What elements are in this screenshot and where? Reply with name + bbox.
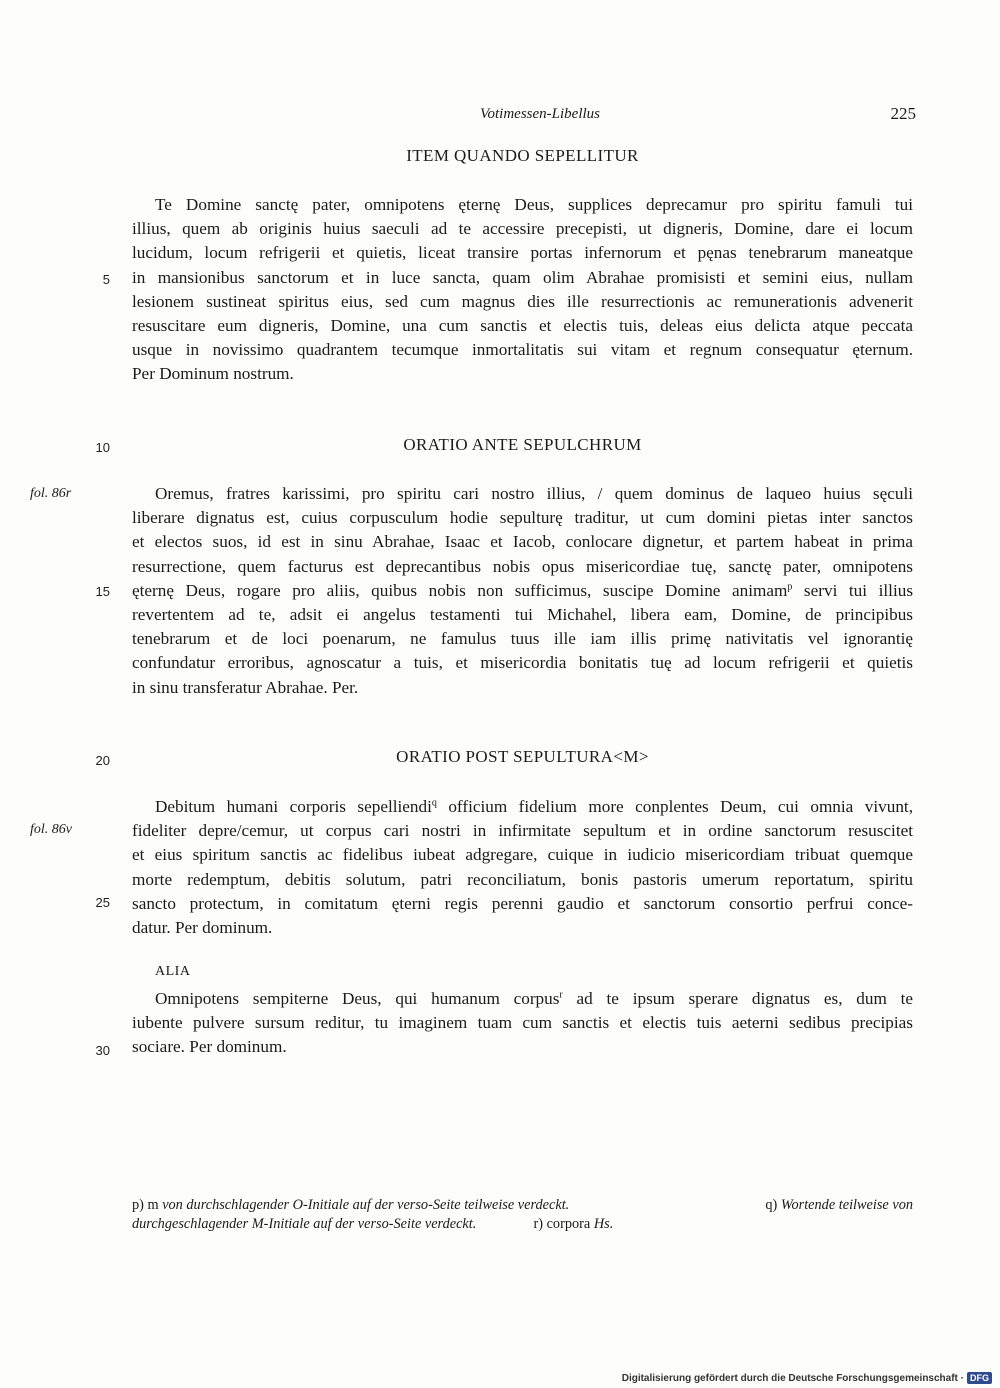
- prayer-text-1: [132, 193, 913, 387]
- text-line: in sinu transferatur Abrahae. Per.: [132, 677, 359, 697]
- line-number: 30: [95, 1043, 110, 1058]
- text-line: liberare dignatus est, cuius corpusculum hodie sepulturę traditur, ut cum domini pietas inter sanctos: [132, 508, 913, 528]
- section-heading-1: ITEM QUANDO SEPELLITUR: [406, 146, 639, 165]
- text-line: [132, 987, 913, 1011]
- text-segment: Debitum humani corporis sepelliendi: [155, 797, 432, 816]
- text-line: sociare. Per dominum.: [132, 1037, 287, 1057]
- folio-mark: fol. 86v: [30, 822, 72, 837]
- text-line: confundatur erroribus, agnoscatur a tuis, et misericordia bonitatis tuę ad locum refrigerii et quietis: [132, 653, 913, 673]
- section-heading-3: ORATIO POST SEPULTURA<M>: [396, 747, 649, 766]
- text-segment: ęternę Deus, rogare pro aliis, quibus nobis non sufficimus, suscipe Domine animam: [132, 580, 788, 600]
- text-line: et eius spiritum sanctis ac fidelibus iubeat adgregare, cuique in iudicio misericordiam tribuat quemque: [132, 845, 913, 865]
- footnote-p: [132, 1196, 569, 1215]
- text-line: et electos suos, id est in sinu Abrahae, Isaac et Iacob, conlocare dignetur, et partem habeat in prima: [132, 532, 913, 552]
- text-line: [132, 795, 913, 819]
- footnote-text: durchgeschlagender M-Initiale auf der verso-Seite verdeckt.: [132, 1216, 477, 1232]
- folio-mark: fol. 86r: [30, 486, 72, 501]
- footnote-marker-r: r: [559, 989, 563, 1001]
- footnote-marker-q: q: [431, 797, 437, 809]
- text-line: illius, quem ab originis huius saeculi ad te accessire precepisti, ut digneris, Domine, dare ei locum: [132, 219, 913, 239]
- text-line: [132, 579, 913, 603]
- text-line: lesionem sustineat spiritus eius, sed cum magnus dies ille resurrectionis ac remunerationis advenerit: [132, 291, 913, 311]
- line-number: 20: [95, 753, 110, 768]
- prayer-text-3: [132, 795, 913, 940]
- text-line: sancto protectum, in comitatum ęterni regis perenni gaudio et sanctorum consortio perfrui conce-: [132, 893, 913, 913]
- footnote-line: [132, 1196, 913, 1215]
- footnote-text: Hs.: [593, 1216, 614, 1232]
- running-title: Votimessen-Libellus: [480, 106, 600, 122]
- line-number: 5: [102, 272, 110, 287]
- footnote-marker-p: p: [787, 581, 793, 593]
- text-line: lucidum, locum refrigerii et quietis, liceat transire portas infernorum et pęnas tenebrarum maneatque: [132, 243, 913, 263]
- footnote-label: q): [765, 1197, 778, 1213]
- footnote-text: von durchschlagender O-Initiale auf der verso-Seite teilweise verdeckt.: [162, 1197, 570, 1213]
- footnote-q: [765, 1196, 913, 1215]
- page-number: 225: [890, 104, 916, 123]
- footnote-label: r) corpora: [533, 1216, 591, 1232]
- text-segment: ad te ipsum sperare dignatus es, dum te: [562, 989, 913, 1008]
- line-number: 10: [95, 440, 110, 455]
- text-line: fideliter depre/cemur, ut corpus cari nostri in infirmitate sepultum et in ordine sanctorum resuscitet: [132, 821, 913, 841]
- text-segment: servi tui illius: [792, 580, 914, 600]
- text-segment: Omnipotens sempiterne Deus, qui humanum corpus: [155, 989, 560, 1008]
- prayer-text-alia: [132, 987, 913, 1060]
- footnote-line: [132, 1215, 913, 1234]
- text-line: Per Dominum nostrum.: [132, 364, 294, 384]
- text-line: usque in novissimo quadrantem tecumque inmortalitatis sui vitam et regnum consequatur ęternum.: [132, 340, 913, 360]
- text-line: resurrectione, quem facturus est deprecantibus nobis opus misericordiae tuę, sanctę pater, omnipotens: [132, 556, 913, 576]
- credit-text: Digitalisierung gefördert durch die Deutsche Forschungsgemeinschaft ·: [621, 1372, 964, 1384]
- text-line: Oremus, fratres karissimi, pro spiritu cari nostro illius, / quem dominus de laqueo huius sęculi: [155, 484, 913, 503]
- footnotes: [132, 1196, 913, 1234]
- text-line: iubente pulvere sursum reditur, tu imaginem tuam cum sanctis et electis tuis aeterni sedibus precipias: [132, 1013, 913, 1033]
- text-line: tenebrarum et de loci poenarum, ne famulus tuus ille iam illis primę nativitatis vel ignorantię: [132, 629, 913, 649]
- alia-label: ALIA: [155, 964, 191, 979]
- digitization-credit: [622, 1372, 992, 1384]
- section-heading-2: ORATIO ANTE SEPULCHRUM: [403, 435, 642, 454]
- text-line: Te Domine sanctę pater, omnipotens ęternę Deus, supplices deprecamur pro spiritu famuli tui: [155, 195, 913, 214]
- text-line: revertentem ad te, adsit ei angelus testamenti tui Michahel, libera eam, Domine, de principibus: [132, 604, 913, 624]
- dfg-logo: DFG: [967, 1372, 992, 1384]
- text-line: morte redemptum, debitis solutum, patri reconciliatum, bonis pastoris umerum reportatum, spiritu: [132, 869, 913, 889]
- line-number: 15: [95, 584, 110, 599]
- prayer-text-2: [132, 482, 913, 700]
- text-segment: officium fidelium more conplentes Deum, cui omnia vivunt,: [436, 797, 913, 816]
- text-line: datur. Per dominum.: [132, 917, 273, 937]
- text-line: resuscitare eum digneris, Domine, una cum sanctis et electis tuis, deleas eius delicta atque peccata: [132, 315, 913, 335]
- footnote-label: p) m: [132, 1197, 159, 1213]
- line-number: 25: [95, 895, 110, 910]
- text-line: in mansionibus sanctorum et in luce sancta, quam olim Abrahae promisisti et semini eius, nullam: [132, 267, 913, 287]
- footnote-text: Wortende teilweise von: [780, 1197, 913, 1213]
